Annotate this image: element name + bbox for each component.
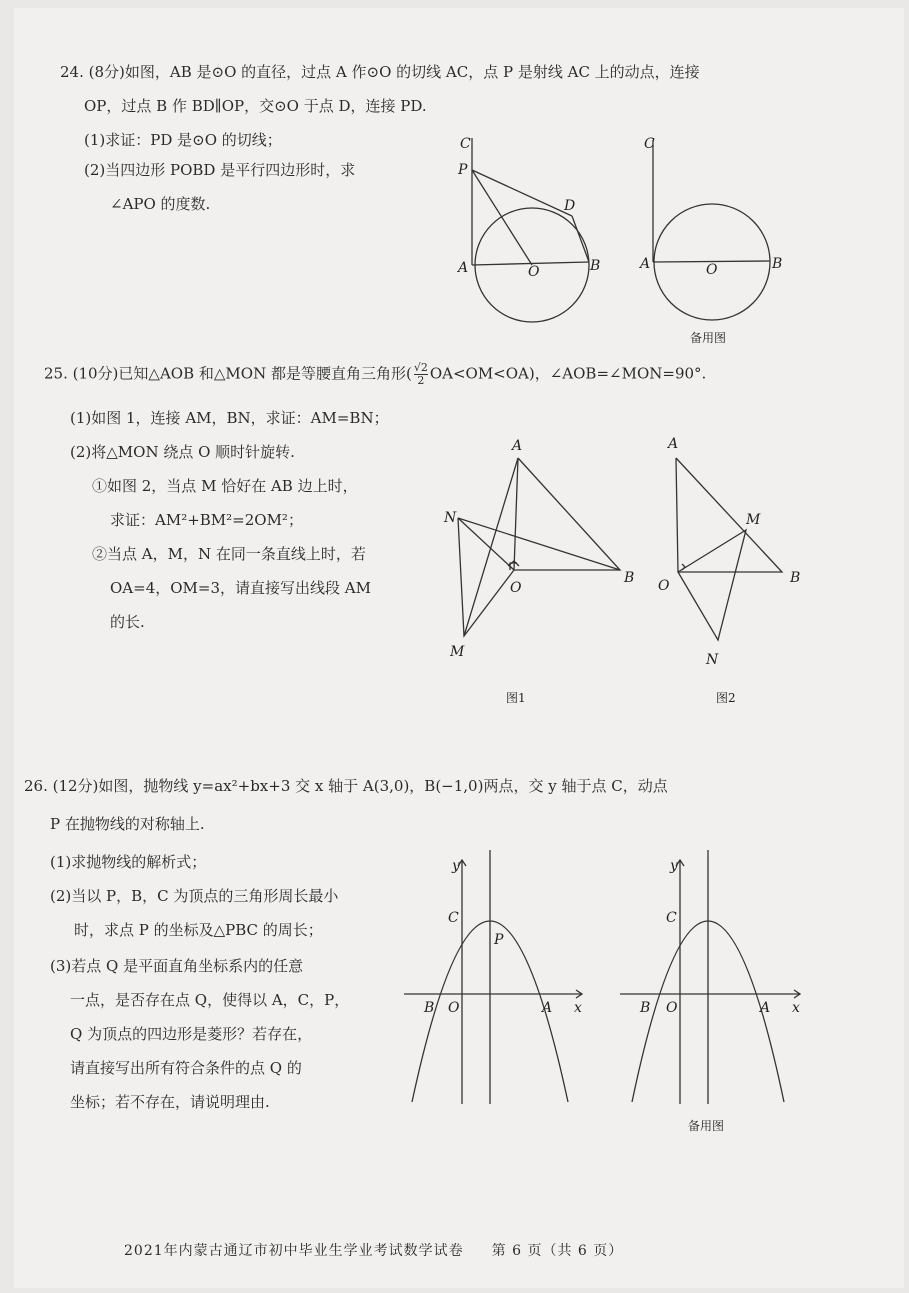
q25-fraction	[414, 362, 428, 387]
q26-spare-label-c: C	[666, 910, 677, 926]
q25-sub1a: ①如图 2，当点 M 恰好在 AB 边上时，	[92, 477, 358, 495]
q25-fig1-triangle-mon	[458, 518, 514, 636]
q26-part3e: 坐标；若不存在，请说明理由.	[70, 1093, 270, 1111]
q26-figures	[400, 840, 810, 1140]
q24-spare-label-o: O	[706, 262, 718, 278]
q24-part2a: (2)当四边形 POBD 是平行四边形时，求	[84, 161, 356, 179]
q26-line1: 26. (12分)如图，抛物线 y=ax²+bx+3 交 x 轴于 A(3,0)，B(−1,0)两点，交 y 轴于点 C，动点	[24, 777, 668, 795]
q25-line1b: OA<OM<OA)，∠AOB=∠MON=90°.	[429, 364, 707, 383]
q25-part2: (2)将△MON 绕点 O 顺时针旋转.	[70, 443, 295, 461]
q25-fig2-label-o: O	[658, 578, 670, 594]
q25-sub2a: ②当点 A，M，N 在同一条直线上时，若	[92, 545, 366, 563]
q24-part1: (1)求证：PD 是⊙O 的切线；	[84, 131, 282, 149]
q25-fig1-caption: 图1	[506, 691, 526, 705]
q26-spare-label-y: y	[670, 858, 678, 874]
q24-label-p: P	[458, 162, 468, 178]
q25-line1a: 25. (10分)已知△AOB 和△MON 都是等腰直角三角形(	[44, 364, 412, 383]
q26-part2b: 时，求点 P 的坐标及△PBC 的周长；	[74, 921, 323, 939]
q26-spare-label-o: O	[666, 1000, 678, 1016]
q26-part3a: (3)若点 Q 是平面直角坐标系内的任意	[50, 957, 304, 975]
q26-part2a: (2)当以 P，B，C 为顶点的三角形周长最小	[50, 887, 339, 905]
q25-fig2-label-m: M	[746, 512, 761, 528]
q25-fig2-triangle-aob	[676, 458, 782, 572]
q26-part3c: Q 为顶点的四边形是菱形？若存在，	[70, 1025, 313, 1043]
q25-frac-num: √2	[413, 361, 428, 374]
q26-part1: (1)求抛物线的解析式；	[50, 853, 207, 871]
footer-page-number: 第 6 页（共 6 页）	[491, 1243, 624, 1259]
page-footer	[124, 1240, 623, 1260]
q25-fig2-right-angle	[682, 564, 685, 570]
q24-label-o: O	[528, 264, 540, 280]
q26-part3d: 请直接写出所有符合条件的点 Q 的	[70, 1059, 302, 1077]
q24-line2: OP，过点 B 作 BD∥OP，交⊙O 于点 D，连接 PD.	[84, 97, 427, 115]
q25-figures	[430, 430, 820, 720]
q26-line2: P 在抛物线的对称轴上.	[50, 815, 205, 833]
q24-spare-label-a: A	[640, 256, 651, 272]
q25-fig1-label-o: O	[510, 580, 522, 596]
q26-label-p: P	[494, 932, 504, 948]
q25-sub2b: OA=4，OM=3，请直接写出线段 AM	[110, 579, 371, 597]
q25-fig2-label-b: B	[790, 570, 801, 586]
q26-spare-caption: 备用图	[688, 1119, 725, 1133]
q25-fig1-label-n: N	[444, 510, 457, 526]
q26-label-y: y	[452, 858, 460, 874]
q25-fig2-label-n: N	[706, 652, 719, 668]
q25-fig1-label-m: M	[450, 644, 465, 660]
q25-fig1-label-a: A	[512, 438, 523, 454]
q25-sub1b: 求证：AM²+BM²=2OM²；	[110, 511, 303, 529]
q26-label-a: A	[542, 1000, 553, 1016]
q26-part3b: 一点，是否存在点 Q，使得以 A，C，P，	[70, 991, 350, 1009]
q26-label-c: C	[448, 910, 459, 926]
q25-fig1-segment-am	[464, 458, 518, 636]
q25-part1: (1)如图 1，连接 AM，BN，求证：AM=BN；	[70, 409, 389, 427]
q25-sub2c: 的长.	[110, 613, 145, 631]
q25-fig2-caption: 图2	[716, 691, 736, 705]
q24-spare-caption: 备用图	[690, 331, 727, 345]
q24-label-d: D	[564, 198, 576, 214]
q25-frac-den: 2	[417, 374, 425, 387]
q24-label-b: B	[590, 258, 601, 274]
q24-segment-bd	[572, 216, 589, 262]
q24-spare-label-c: C	[644, 136, 655, 152]
q25-fig2-triangle-mon	[678, 530, 746, 640]
q24-spare-label-b: B	[772, 256, 783, 272]
q24-label-a: A	[458, 260, 469, 276]
q25-line1	[44, 362, 706, 387]
q25-fig2-label-a: A	[668, 436, 679, 452]
q26-spare-label-b: B	[640, 1000, 651, 1016]
q26-label-o: O	[448, 1000, 460, 1016]
q24-figures	[450, 130, 870, 350]
q26-spare-label-a: A	[760, 1000, 771, 1016]
q24-part2b: ∠APO 的度数.	[110, 195, 211, 213]
q24-line1: 24. (8分)如图，AB 是⊙O 的直径，过点 A 作⊙O 的切线 AC，点 P 是射线 AC 上的动点，连接	[60, 63, 700, 81]
q26-spare-label-x: x	[792, 1000, 800, 1016]
footer-exam-title: 2021年内蒙古通辽市初中毕业生学业考试数学试卷	[124, 1243, 464, 1259]
q26-label-x: x	[574, 1000, 582, 1016]
q25-fig1-label-b: B	[624, 570, 635, 586]
q24-label-c: C	[460, 136, 471, 152]
q26-label-b: B	[424, 1000, 435, 1016]
